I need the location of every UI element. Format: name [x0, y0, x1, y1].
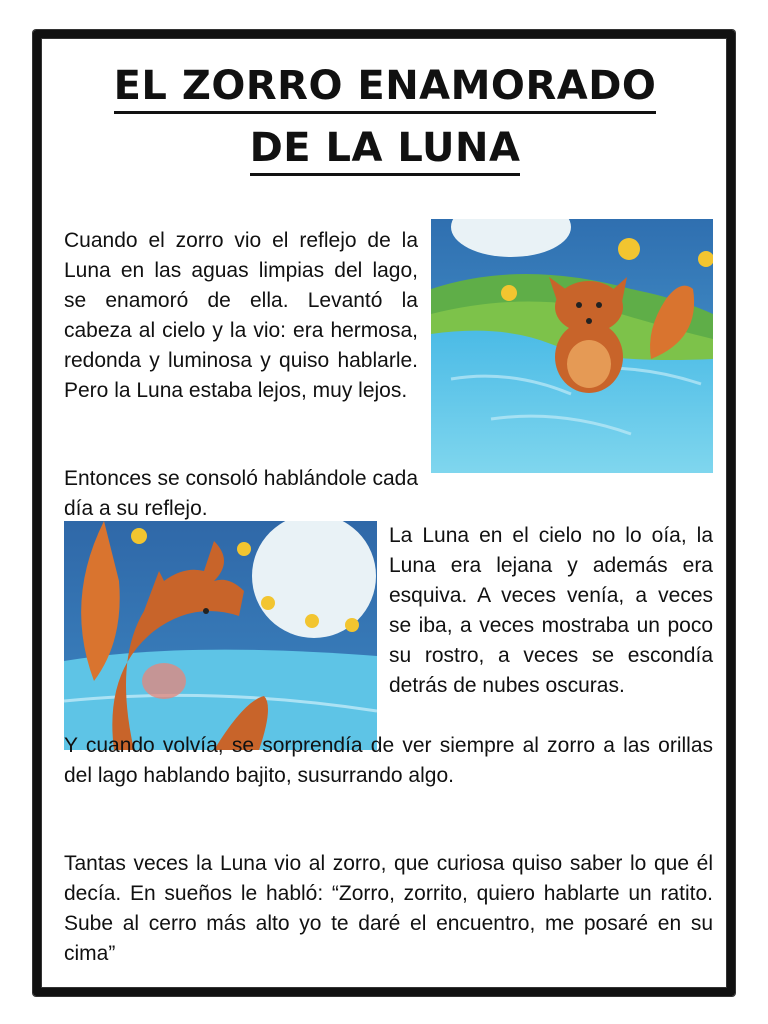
- paragraph-2: Entonces se consoló hablándole cada día a su reflejo.: [64, 467, 418, 520]
- paragraph-4: Y cuando volvía, se sorprendía de ver siempre al zorro a las orillas del lago hablando bajito, susurrando algo.: [64, 734, 713, 787]
- title-line-1: EL ZORRO ENAMORADO: [60, 66, 710, 106]
- paragraph-5: Tantas veces la Luna vio al zorro, que curiosa quiso saber lo que él decía. En sueños le habló: “Zorro, zorrito, quiero hablarte un ratito. Sube al cerro más alto yo te daré el encuentro, me posaré en su cima”: [64, 852, 713, 965]
- fox-looking-at-moon-illustration: [64, 521, 377, 750]
- fox-by-lake-illustration: [431, 219, 713, 473]
- paragraph-3: La Luna en el cielo no lo oía, la Luna era lejana y además era esquiva. A veces venía, a veces se iba, a veces mostraba un poco su rostro, a veces se escondía detrás de nubes oscuras.: [389, 524, 713, 697]
- title-line-2: DE LA LUNA: [60, 128, 710, 168]
- paragraph-1: Cuando el zorro vio el reflejo de la Luna en las aguas limpias del lago, se enamoró de ella. Levantó la cabeza al cielo y la vio: era hermosa, redonda y luminosa y quiso hablarle. Pero la Luna estaba lejos, muy lejos.: [64, 229, 418, 402]
